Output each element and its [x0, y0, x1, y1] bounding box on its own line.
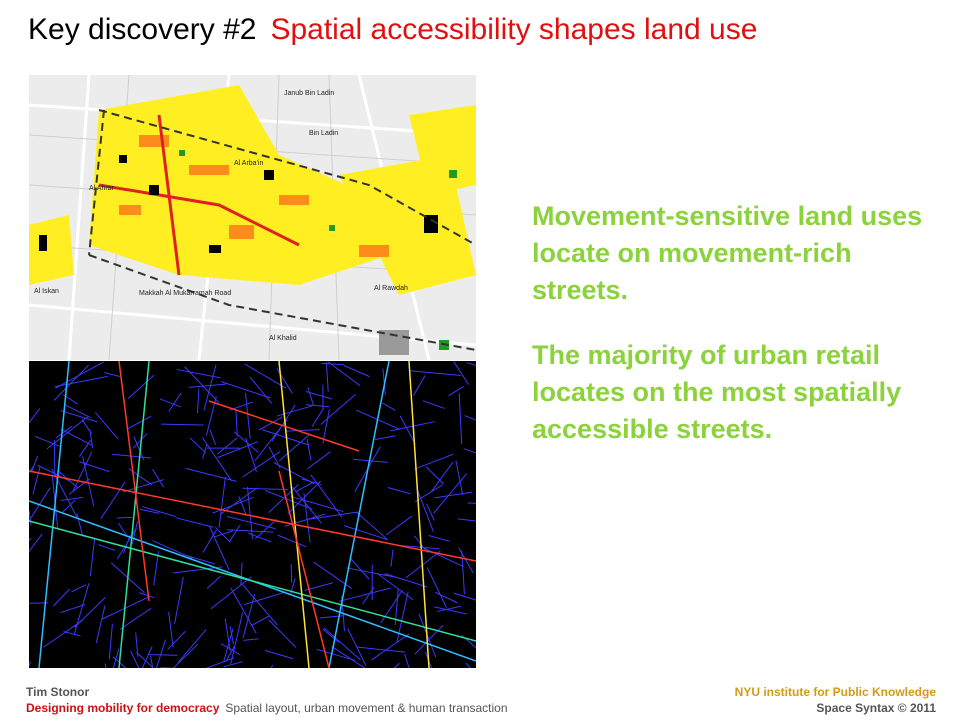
footer-copyright: Space Syntax © 2011 — [816, 701, 936, 715]
footer-project: Designing mobility for democracy — [26, 701, 220, 715]
street-label: Al Khalid — [269, 335, 297, 342]
slide-title — [28, 10, 757, 50]
footer-right — [735, 684, 936, 716]
street-label: Makkah Al Mukarramah Road — [139, 290, 232, 297]
slide-body — [532, 198, 942, 476]
street-label: Janub Bin Ladin — [284, 90, 335, 97]
bullet-point: The majority of urban retail locates on the most spatially accessible streets. — [532, 340, 902, 444]
street-label: Al Ahrar — [89, 185, 114, 192]
street-label: Al Arba'in — [234, 160, 264, 167]
title-key-discovery: Key discovery #2 — [28, 13, 257, 46]
axial-map-image — [29, 361, 476, 668]
footer-institute: NYU institute for Public Knowledge — [734, 685, 936, 699]
footer-left — [26, 684, 508, 716]
bullet-point: Movement-sensitive land uses locate on movement-rich streets. — [532, 201, 923, 305]
title-topic: Spatial accessibility shapes land use — [270, 13, 758, 46]
footer-subtitle: Spatial layout, urban movement & human transaction — [225, 701, 508, 715]
footer-author: Tim Stonor — [26, 685, 90, 699]
street-label: Al Rawdah — [374, 285, 408, 292]
street-label: Bin Ladin — [309, 130, 339, 137]
street-label: Al Iskan — [34, 288, 59, 295]
land-use-map-image — [29, 75, 476, 360]
